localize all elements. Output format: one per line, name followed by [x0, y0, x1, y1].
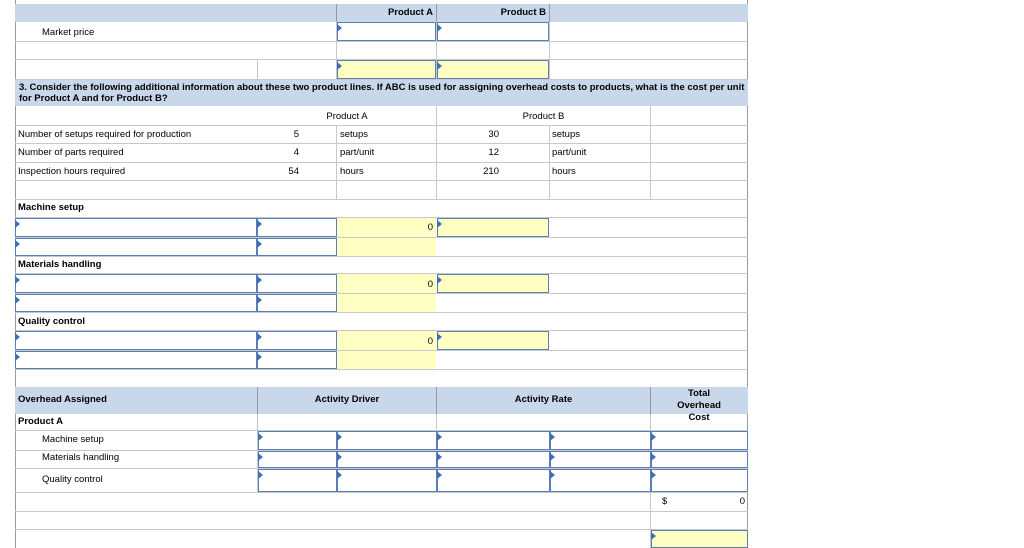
machine-setup-cost-input[interactable]: [15, 218, 257, 237]
driver-row-label: Inspection hours required: [18, 166, 126, 177]
quality-control-driver-label-input[interactable]: [15, 351, 257, 369]
overhead-item-driver-qty-input[interactable]: [258, 451, 337, 468]
driver-row-a-value: 4: [293, 147, 299, 158]
drivers-product-b-label: Product B: [522, 111, 565, 122]
materials-handling-total-input[interactable]: [257, 294, 337, 312]
overhead-item-total-input[interactable]: [651, 451, 748, 468]
overhead-item-rate-input[interactable]: [437, 469, 550, 492]
market-price-label: Market price: [42, 27, 95, 38]
driver-row-b-unit: setups: [552, 129, 580, 140]
cost-per-unit-b-input[interactable]: [437, 60, 549, 79]
materials-handling-driver-input[interactable]: [257, 274, 337, 293]
quality-control-total-input[interactable]: [257, 351, 337, 369]
quality-control-title: Quality control: [18, 316, 86, 327]
machine-setup-rate-unit-input[interactable]: [437, 218, 549, 237]
quality-control-driver-input[interactable]: [257, 331, 337, 350]
driver-row-a-unit: setups: [340, 129, 368, 140]
question-text: 3. Consider the following additional information about these two product lines. If ABC is used for assigning overhead costs to products, what is the cost per unit for Product A and for Product B?: [19, 82, 745, 104]
activity-rate-header: Activity Rate: [514, 394, 573, 405]
overhead-item-rate-input[interactable]: [437, 451, 550, 468]
product-b-header: Product B: [500, 7, 546, 18]
driver-row-a-unit: part/unit: [340, 147, 375, 158]
driver-row-label: Number of setups required for production: [18, 129, 192, 140]
driver-row-b-value: 30: [488, 129, 499, 140]
overhead-item-total-input[interactable]: [651, 469, 748, 492]
overhead-item-label: Quality control: [42, 474, 103, 485]
materials-handling-rate-value: 0: [427, 279, 433, 290]
driver-row-a-unit: hours: [340, 166, 364, 177]
quality-control-rate-unit-input[interactable]: [437, 331, 549, 350]
materials-handling-title: Materials handling: [18, 259, 102, 270]
driver-row-a-value: 5: [293, 129, 299, 140]
overhead-item-rate-unit-input[interactable]: [550, 469, 651, 492]
overhead-item-label: Materials handling: [42, 452, 120, 463]
quality-control-cost-input[interactable]: [15, 331, 257, 350]
overhead-item-driver-unit-input[interactable]: [337, 451, 437, 468]
market-price-a-input[interactable]: [337, 22, 436, 41]
activity-driver-header: Activity Driver: [314, 394, 380, 405]
market-price-b-input[interactable]: [437, 22, 549, 41]
machine-setup-title: Machine setup: [18, 202, 84, 213]
machine-setup-total-input[interactable]: [257, 238, 337, 256]
driver-row-label: Number of parts required: [18, 147, 124, 158]
overhead-item-driver-qty-input[interactable]: [258, 469, 337, 492]
machine-setup-driver-input[interactable]: [257, 218, 337, 237]
overhead-assigned-title: Overhead Assigned: [18, 394, 107, 405]
total-overhead-header: Total Overhead Cost: [677, 388, 721, 423]
total-overhead-value: 0: [739, 496, 745, 507]
overhead-item-driver-unit-input[interactable]: [337, 469, 437, 492]
driver-row-a-value: 54: [288, 166, 299, 177]
overhead-item-total-input[interactable]: [651, 431, 748, 450]
overhead-item-label: Machine setup: [42, 434, 104, 445]
currency-symbol: $: [662, 496, 668, 507]
driver-row-b-unit: part/unit: [552, 147, 587, 158]
machine-setup-rate-value: 0: [427, 222, 433, 233]
overhead-item-rate-input[interactable]: [437, 431, 550, 450]
cost-per-unit-a-input[interactable]: [337, 60, 436, 79]
materials-handling-cost-input[interactable]: [15, 274, 257, 293]
overhead-item-rate-unit-input[interactable]: [550, 431, 651, 450]
machine-setup-driver-label-input[interactable]: [15, 238, 257, 256]
overhead-item-driver-unit-input[interactable]: [337, 431, 437, 450]
overhead-item-driver-qty-input[interactable]: [258, 431, 337, 450]
product-a-header: Product A: [387, 7, 433, 18]
overhead-item-rate-unit-input[interactable]: [550, 451, 651, 468]
driver-row-b-unit: hours: [552, 166, 576, 177]
driver-row-b-value: 12: [488, 147, 499, 158]
overhead-product-a-label: Product A: [18, 416, 64, 427]
quality-control-rate-value: 0: [427, 336, 433, 347]
materials-handling-rate-unit-input[interactable]: [437, 274, 549, 293]
drivers-product-a-label: Product A: [326, 111, 368, 122]
total-cost-per-unit-input[interactable]: [651, 530, 748, 548]
driver-row-b-value: 210: [483, 166, 499, 177]
materials-handling-driver-label-input[interactable]: [15, 294, 257, 312]
